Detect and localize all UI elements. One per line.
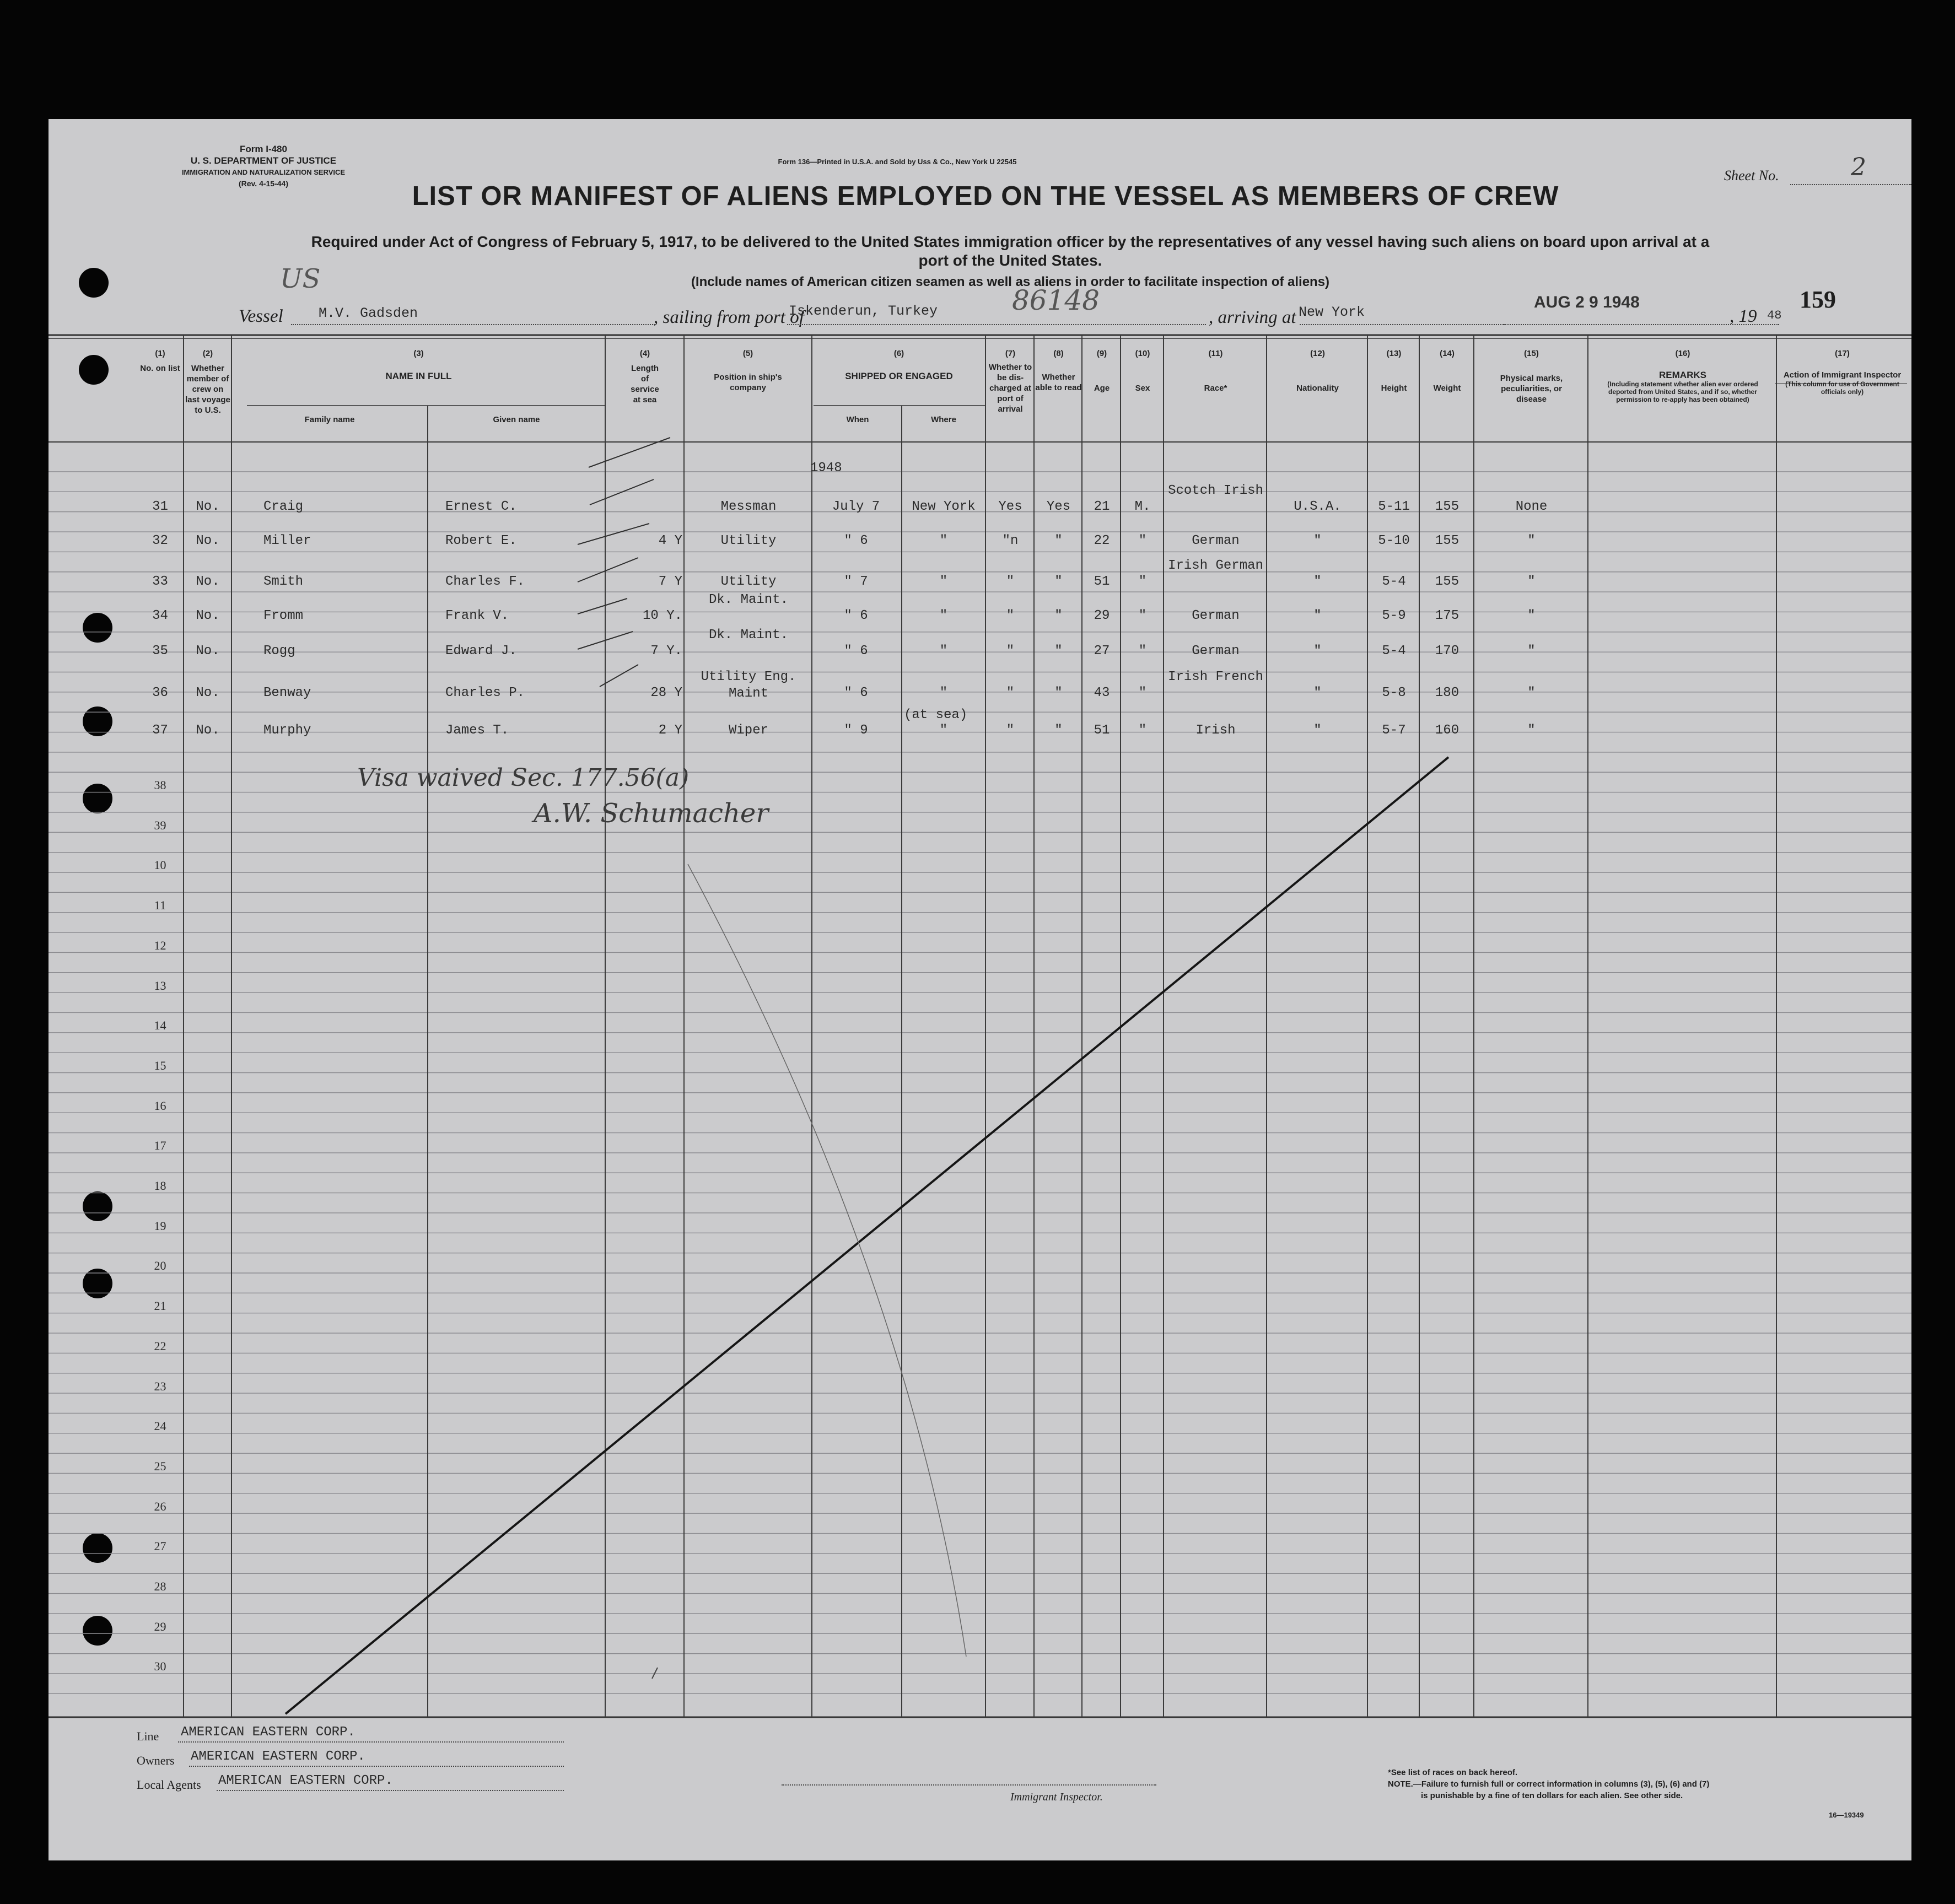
row-number: 14	[154, 1018, 166, 1033]
printer-line: Form 136—Printed in U.S.A. and Sold by Uss & Co., New York U 22545	[778, 158, 1017, 166]
row-number: 29	[154, 1619, 166, 1633]
cell-nat: "	[1313, 644, 1322, 659]
cell-nat: "	[1313, 686, 1322, 700]
cell-disch: "	[1006, 723, 1015, 738]
row-number: 24	[154, 1419, 166, 1433]
row-number: 39	[154, 818, 166, 832]
cell-age: 51	[1094, 574, 1110, 589]
cell-where: "	[939, 533, 948, 548]
col17-header	[1778, 348, 1907, 396]
row-number: 12	[154, 938, 166, 952]
col1-header	[137, 348, 184, 374]
cell-service: 7 Y.	[650, 644, 682, 659]
cancel-line	[286, 757, 1448, 1714]
row-number: 28	[154, 1579, 166, 1593]
cell-race: German	[1192, 533, 1240, 548]
col16-note: (Including statement whether alien ever ordered deported from United States, and if so, whether permission to re-apply has been obtained)	[1607, 380, 1758, 403]
row-number: 25	[154, 1459, 166, 1473]
agents-label: Local Agents	[137, 1778, 201, 1792]
cell-position: Dk. Maint.	[708, 592, 789, 607]
cell-prev: No.	[196, 723, 220, 738]
row-number: 10	[154, 858, 166, 872]
cell-race: Irish German	[1168, 558, 1263, 573]
col3-label: NAME IN FULL	[385, 371, 452, 381]
col6-sub1: When	[846, 415, 869, 424]
cell-race: German	[1192, 608, 1240, 623]
cell-given: Robert E.	[445, 533, 517, 548]
cell-no: 31	[152, 499, 168, 514]
footer-notes	[1388, 1767, 1845, 1801]
cell-when: " 6	[844, 533, 868, 548]
cell-prev: No.	[196, 644, 220, 659]
at-sea-note: (at sea)	[904, 708, 968, 722]
cell-when: " 9	[844, 723, 868, 738]
agents-value: AMERICAN EASTERN CORP.	[218, 1773, 393, 1788]
col8-label: Whether able to read	[1035, 373, 1082, 392]
cell-age: 51	[1094, 723, 1110, 738]
cell-weight: 175	[1435, 608, 1459, 623]
arriving-label: , arriving at	[1209, 308, 1296, 327]
cell-prev: No.	[196, 574, 220, 589]
row-number: 22	[154, 1339, 166, 1353]
cell-sex: "	[1138, 686, 1147, 700]
stamp-number: 86148	[1012, 284, 1100, 316]
cell-disch: "	[1006, 608, 1015, 623]
col16-label: REMARKS	[1659, 370, 1706, 380]
inspector-rule	[782, 1784, 1156, 1786]
row-number: 38	[154, 778, 166, 792]
row-number: 13	[154, 978, 166, 993]
cell-disch: "	[1006, 644, 1015, 659]
col12-num: (12)	[1310, 349, 1325, 358]
cell-position: Dk. Maint.	[708, 628, 789, 643]
inspector-label: Immigrant Inspector.	[1010, 1791, 1103, 1803]
cell-given: Charles P.	[445, 686, 525, 700]
col1-num: (1)	[155, 349, 165, 358]
cell-read: "	[1054, 608, 1063, 623]
col12-header	[1268, 348, 1367, 393]
cell-weight: 160	[1435, 723, 1459, 738]
cell-when: " 7	[844, 574, 868, 589]
port-from: Iskenderun, Turkey	[789, 303, 938, 319]
col9-num: (9)	[1096, 349, 1107, 358]
col11-header	[1165, 348, 1267, 393]
cell-when: " 6	[844, 686, 868, 700]
cell-race: Irish French	[1168, 670, 1263, 684]
row-number: 26	[154, 1499, 166, 1513]
cell-position: Messman	[720, 499, 777, 514]
col3-header	[233, 348, 604, 381]
cell-weight: 155	[1435, 574, 1459, 589]
footer-note-3: is punishable by a fine of ten dollars for each alien. See other side.	[1421, 1791, 1683, 1800]
col9-header	[1083, 348, 1121, 393]
cell-height: 5-4	[1382, 574, 1406, 589]
cell-position: Utility	[720, 574, 777, 589]
cell-where: New York	[912, 499, 976, 514]
cell-sex: "	[1138, 723, 1147, 738]
cell-where: "	[939, 608, 948, 623]
cell-race: Scotch Irish	[1168, 483, 1263, 498]
col6-label: SHIPPED OR ENGAGED	[845, 371, 953, 381]
col10-label: Sex	[1135, 384, 1150, 393]
cell-marks: "	[1527, 533, 1536, 548]
footer-note-1: *See list of races on back hereof.	[1388, 1768, 1518, 1777]
row-number: 30	[154, 1659, 166, 1674]
col5-num: (5)	[742, 349, 753, 358]
cell-weight: 180	[1435, 686, 1459, 700]
cell-given: Ernest C.	[445, 499, 517, 514]
row-number: 19	[154, 1218, 166, 1233]
cell-family: Fromm	[263, 608, 304, 623]
col11-num: (11)	[1208, 349, 1223, 358]
row-number: 20	[154, 1259, 166, 1273]
form-number: Form I-480	[240, 144, 287, 154]
form-revision: (Rev. 4-15-44)	[238, 179, 288, 188]
cell-service: 28 Y	[650, 686, 682, 700]
col6-header	[814, 348, 984, 381]
cell-disch: "	[1006, 574, 1015, 589]
col15-num: (15)	[1524, 349, 1539, 358]
manifest-page	[49, 119, 1911, 1860]
vessel-name: M.V. Gadsden	[319, 305, 418, 321]
col1-label: No. on list	[140, 364, 180, 373]
cell-sex: "	[1138, 574, 1147, 589]
cell-position: Utility Eng. Maint	[701, 670, 796, 701]
cell-read: "	[1054, 574, 1063, 589]
cell-marks: "	[1527, 723, 1536, 738]
cell-family: Smith	[263, 574, 304, 589]
cell-no: 36	[152, 686, 168, 700]
col13-num: (13)	[1386, 349, 1402, 358]
cell-no: 35	[152, 644, 168, 659]
cell-prev: No.	[196, 533, 220, 548]
cell-sex: "	[1138, 608, 1147, 623]
line-rule	[178, 1741, 564, 1743]
cell-when: " 6	[844, 608, 868, 623]
cell-nat: "	[1313, 723, 1322, 738]
cell-where: "	[939, 644, 948, 659]
col9-label: Age	[1094, 384, 1110, 393]
col13-label: Height	[1381, 384, 1407, 393]
row-number: 27	[154, 1539, 166, 1554]
year-note: 1948	[810, 461, 842, 476]
cell-race: German	[1192, 644, 1240, 659]
owners-rule	[189, 1766, 564, 1767]
col17-num: (17)	[1835, 349, 1850, 358]
subtitle-line-2: port of the United States.	[918, 252, 1102, 269]
us-mark: US	[280, 263, 321, 294]
visa-waiver-note: Visa waived Sec. 177.56(a)	[357, 764, 690, 792]
cell-height: 5-8	[1382, 686, 1406, 700]
cell-nat: U.S.A.	[1294, 499, 1342, 514]
col3-num: (3)	[413, 349, 424, 358]
cell-prev: No.	[196, 686, 220, 700]
row-number: 16	[154, 1098, 166, 1113]
cell-sex: M.	[1134, 499, 1151, 514]
cell-marks: "	[1527, 574, 1536, 589]
col3-sub1: Family name	[304, 415, 355, 424]
col6-num: (6)	[893, 349, 904, 358]
footer-note-2: NOTE.—Failure to furnish full or correct information in columns (3), (5), (6) and (7)	[1388, 1779, 1710, 1789]
cell-weight: 155	[1435, 499, 1459, 514]
cell-height: 5-9	[1382, 608, 1406, 623]
col8-header	[1035, 348, 1082, 393]
col15-header	[1475, 348, 1588, 404]
cell-marks: "	[1527, 608, 1536, 623]
cell-read: Yes	[1046, 499, 1071, 514]
sailing-label: , sailing from port of	[654, 308, 804, 327]
cell-service: 7 Y	[658, 574, 682, 589]
col5-label: Position in ship's company	[714, 373, 782, 392]
cell-position: Utility	[720, 533, 777, 548]
col2-header	[185, 348, 230, 416]
col5-header	[685, 348, 811, 393]
cell-service: 10 Y.	[642, 608, 682, 623]
cell-family: Craig	[263, 499, 304, 514]
cell-given: Frank V.	[445, 608, 509, 623]
col6-sub2: Where	[931, 415, 956, 424]
cell-marks: None	[1515, 499, 1548, 514]
cell-nat: "	[1313, 533, 1322, 548]
cell-age: 22	[1094, 533, 1110, 548]
cell-where: "	[939, 723, 948, 738]
cell-position: Wiper	[728, 723, 768, 738]
col15-label: Physical marks, peculiarities, or disease	[1500, 374, 1563, 404]
cell-sex: "	[1138, 644, 1147, 659]
col4-num: (4)	[639, 349, 650, 358]
owners-value: AMERICAN EASTERN CORP.	[191, 1749, 365, 1764]
col2-label: Whether member of crew on last voyage to U.S.	[185, 364, 230, 415]
owners-label: Owners	[137, 1754, 175, 1767]
col14-label: Weight	[1433, 384, 1461, 393]
row-number: 23	[154, 1379, 166, 1393]
row-number: 18	[154, 1179, 166, 1193]
cell-disch: Yes	[998, 499, 1022, 514]
cell-no: 37	[152, 723, 168, 738]
cell-height: 5-4	[1382, 644, 1406, 659]
page-title: LIST OR MANIFEST OF ALIENS EMPLOYED ON THE VESSEL AS MEMBERS OF CREW	[412, 181, 1559, 211]
cell-when: July 7	[832, 499, 880, 514]
col7-num: (7)	[1005, 349, 1016, 358]
col14-num: (14)	[1440, 349, 1455, 358]
row-number: 17	[154, 1139, 166, 1153]
cell-read: "	[1054, 644, 1063, 659]
vessel-label: Vessel	[239, 306, 283, 326]
cell-height: 5-10	[1378, 533, 1410, 548]
col3-sub2: Given name	[493, 415, 540, 424]
cell-sex: "	[1138, 533, 1147, 548]
sheet-label: Sheet No.	[1724, 168, 1779, 184]
subtitle-line-1: Required under Act of Congress of February 5, 1917, to be delivered to the United States immigration officer by the representatives of any vessel having such aliens on board upon arrival at a	[311, 233, 1710, 250]
col4-label: Length of service at sea	[631, 364, 659, 404]
col16-num: (16)	[1675, 349, 1690, 358]
col10-header	[1122, 348, 1164, 393]
col16-header	[1589, 348, 1776, 403]
cell-nat: "	[1313, 574, 1322, 589]
cell-age: 29	[1094, 608, 1110, 623]
cell-given: Charles F.	[445, 574, 525, 589]
cell-marks: "	[1527, 644, 1536, 659]
row-number: 21	[154, 1299, 166, 1313]
year-suffix: 48	[1767, 309, 1782, 322]
col7-label: Whether to be dis-charged at port of arrival	[988, 363, 1032, 414]
cell-read: "	[1054, 533, 1063, 548]
col10-num: (10)	[1135, 349, 1150, 358]
col11-label: Race*	[1204, 384, 1227, 393]
col13-header	[1369, 348, 1419, 393]
cell-when: " 6	[844, 644, 868, 659]
cell-family: Miller	[263, 533, 311, 548]
col8-num: (8)	[1053, 349, 1064, 358]
cell-age: 21	[1094, 499, 1110, 514]
col7-header	[987, 348, 1034, 414]
cell-age: 43	[1094, 686, 1110, 700]
col17-note: (This column for use of Government officials only)	[1785, 380, 1899, 396]
col4-header	[606, 348, 683, 405]
cell-no: 32	[152, 533, 168, 548]
year-prefix: , 19	[1730, 306, 1757, 326]
col12-label: Nationality	[1296, 384, 1339, 393]
form-code: 16—19349	[1829, 1811, 1864, 1819]
line-value: AMERICAN EASTERN CORP.	[181, 1725, 356, 1740]
cell-service: 4 Y	[658, 533, 682, 548]
cell-service: 2 Y	[658, 723, 682, 738]
inspector-signature: A.W. Schumacher	[534, 798, 769, 829]
cell-no: 33	[152, 574, 168, 589]
cell-weight: 155	[1435, 533, 1459, 548]
department-name: U. S. DEPARTMENT OF JUSTICE	[190, 155, 337, 166]
cell-no: 34	[152, 608, 168, 623]
cell-prev: No.	[196, 608, 220, 623]
cell-race: Irish	[1195, 723, 1236, 738]
cell-disch: "n	[1002, 533, 1019, 548]
port-to: New York	[1299, 304, 1365, 320]
cell-where: "	[939, 574, 948, 589]
col14-header	[1420, 348, 1474, 393]
row-number: 15	[154, 1058, 166, 1072]
cell-family: Murphy	[263, 723, 311, 738]
cell-height: 5-7	[1382, 723, 1406, 738]
cell-age: 27	[1094, 644, 1110, 659]
cell-marks: "	[1527, 686, 1536, 700]
service-name: IMMIGRATION AND NATURALIZATION SERVICE	[181, 168, 346, 176]
cell-family: Benway	[263, 686, 311, 700]
date-stamp: AUG 2 9 1948	[1534, 293, 1640, 311]
cell-disch: "	[1006, 686, 1015, 700]
cell-prev: No.	[196, 499, 220, 514]
cell-height: 5-11	[1378, 499, 1410, 514]
line-label: Line	[137, 1729, 159, 1743]
cell-read: "	[1054, 686, 1063, 700]
cell-family: Rogg	[263, 644, 295, 659]
cell-read: "	[1054, 723, 1063, 738]
cell-weight: 170	[1435, 644, 1459, 659]
cell-nat: "	[1313, 608, 1322, 623]
cell-where: "	[939, 686, 948, 700]
col2-num: (2)	[202, 349, 213, 358]
subtitle-note: (Include names of American citizen seamen as well as aliens in order to facilitate inspection of aliens)	[691, 274, 1330, 289]
cell-given: Edward J.	[445, 644, 517, 659]
page-number: 159	[1800, 286, 1836, 313]
row-number: 11	[154, 898, 166, 913]
agents-rule	[217, 1790, 564, 1791]
cell-given: James T.	[445, 723, 509, 738]
sheet-number: 2	[1851, 153, 1866, 181]
col17-label: Action of Immigrant Inspector	[1783, 370, 1902, 380]
